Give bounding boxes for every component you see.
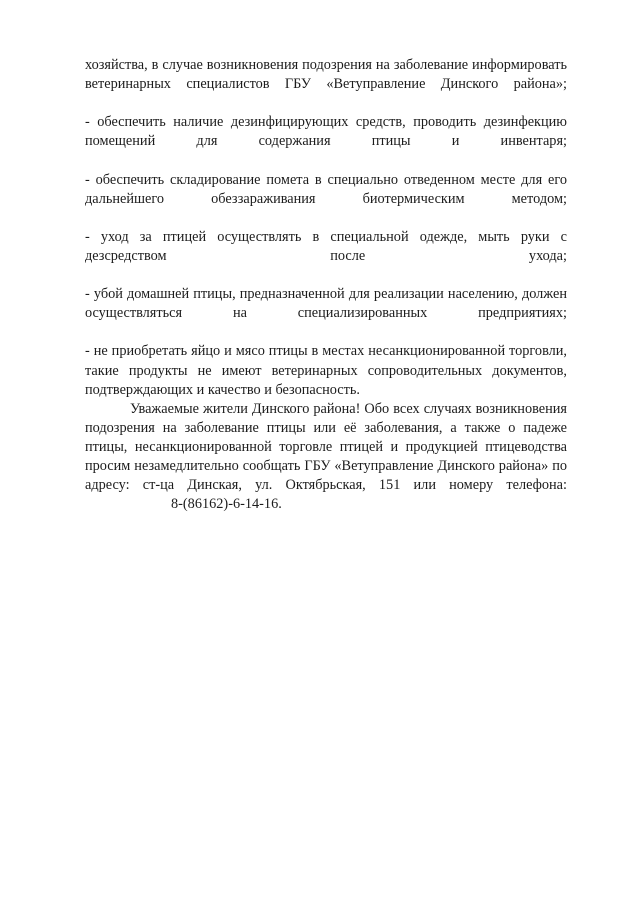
phone-number-suffix: -6-14-16. (228, 496, 282, 513)
bullet-unauthorized-trade: - не приобретать яйцо и мясо птицы в местах несанкционированной торговли, такие продукты не имеют ветеринарных сопроводительных документов, подтверждающих и качество и безопасность. (85, 343, 567, 398)
bullet-slaughter: - убой домашней птицы, предназначенной для реализации населению, должен осуществляться на специализированных предприятиях; (85, 286, 567, 322)
phone-number-prefix: 8-(86162) (171, 496, 229, 513)
bullet-special-clothing: - уход за птицей осуществлять в специальной одежде, мыть руки с дезсредством после ухода; (85, 228, 567, 264)
bullet-disinfectants: - обеспечить наличие дезинфицирующих средств, проводить дезинфекцию помещений для содержания птицы и инвентаря; (85, 114, 567, 150)
closing-paragraph (85, 400, 567, 515)
document-text-body (85, 56, 567, 514)
paragraph-line-continuation: хозяйства, в случае возникновения подозрения на заболевание информировать ветеринарных специалистов ГБУ «Ветуправление Динского района»; (85, 57, 567, 93)
closing-paragraph-text: Уважаемые жители Динского района! Обо всех случаях возникновения подозрения на заболевание птицы или её заболевания, а также о падеже птицы, несанкционированной торговле птицей и продукцией птицеводства просим незамедлительно сообщать ГБУ «Ветуправление Динского района» по адресу: ст-ца Динская, ул. Октябрьская, 151 или номеру телефона: (85, 400, 567, 494)
bullet-manure-storage: - обеспечить складирование помета в специально отведенном месте для его дальнейшего обеззараживания биотермическим методом; (85, 171, 567, 207)
